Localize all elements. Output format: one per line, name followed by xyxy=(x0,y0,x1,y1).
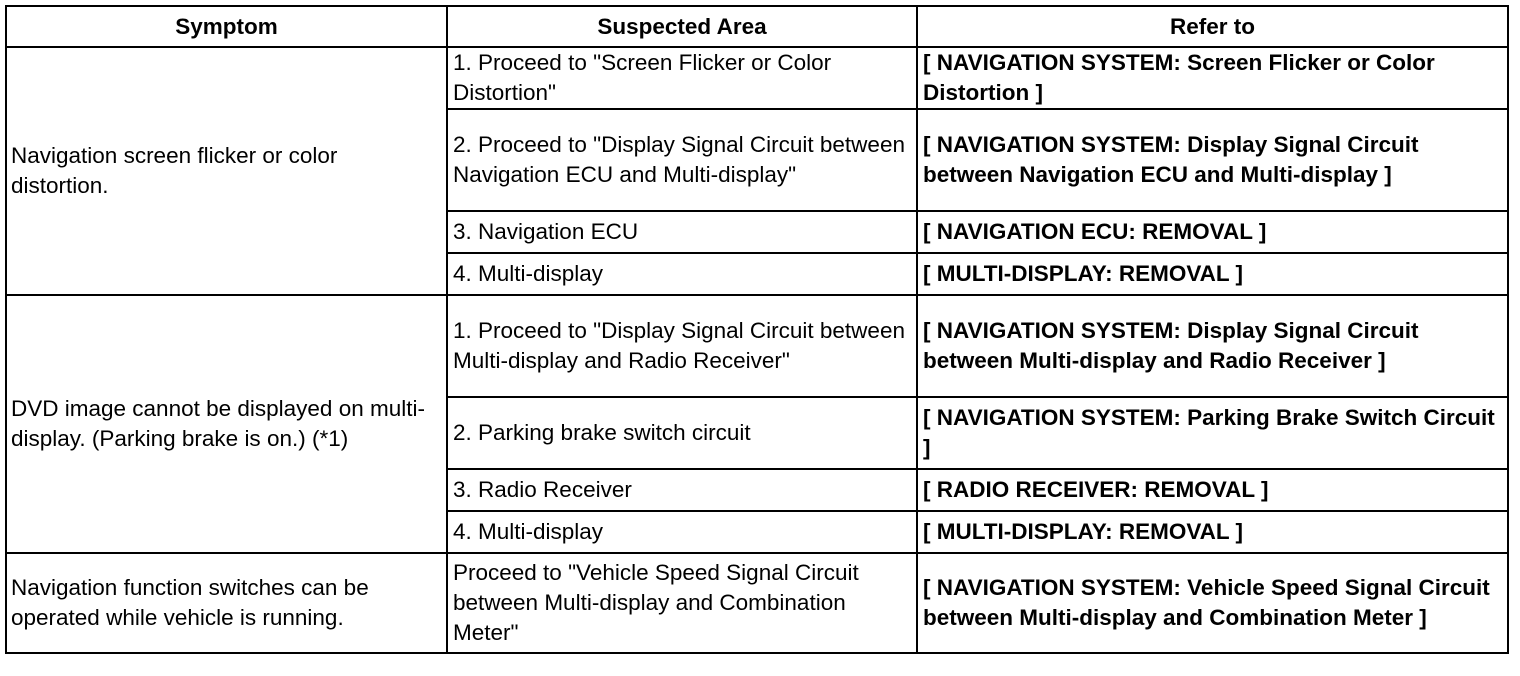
table-row xyxy=(6,553,1508,653)
header-refer-to: Refer to xyxy=(917,6,1508,47)
table-row xyxy=(6,295,1508,397)
suspected-area-cell: 3. Radio Receiver xyxy=(447,469,917,511)
symptom-cell: DVD image cannot be displayed on multi-display. (Parking brake is on.) (*1) xyxy=(6,295,447,553)
refer-to-link[interactable]: [ NAVIGATION SYSTEM: Vehicle Speed Signal Circuit between Multi-display and Combination Meter ] xyxy=(917,553,1508,653)
refer-to-link[interactable]: [ NAVIGATION SYSTEM: Screen Flicker or Color Distortion ] xyxy=(917,47,1508,109)
refer-to-link[interactable]: [ RADIO RECEIVER: REMOVAL ] xyxy=(917,469,1508,511)
header-suspected-area: Suspected Area xyxy=(447,6,917,47)
refer-to-link[interactable]: [ MULTI-DISPLAY: REMOVAL ] xyxy=(917,511,1508,553)
suspected-area-cell: Proceed to "Vehicle Speed Signal Circuit between Multi-display and Combination Meter" xyxy=(447,553,917,653)
suspected-area-cell: 2. Proceed to "Display Signal Circuit between Navigation ECU and Multi-display" xyxy=(447,109,917,211)
refer-to-link[interactable]: [ NAVIGATION ECU: REMOVAL ] xyxy=(917,211,1508,253)
refer-to-link[interactable]: [ MULTI-DISPLAY: REMOVAL ] xyxy=(917,253,1508,295)
troubleshooting-table xyxy=(5,5,1509,654)
refer-to-link[interactable]: [ NAVIGATION SYSTEM: Display Signal Circuit between Navigation ECU and Multi-display ] xyxy=(917,109,1508,211)
suspected-area-cell: 4. Multi-display xyxy=(447,253,917,295)
suspected-area-cell: 1. Proceed to "Screen Flicker or Color Distortion" xyxy=(447,47,917,109)
header-symptom: Symptom xyxy=(6,6,447,47)
header-row xyxy=(6,6,1508,47)
symptom-cell: Navigation function switches can be operated while vehicle is running. xyxy=(6,553,447,653)
suspected-area-cell: 4. Multi-display xyxy=(447,511,917,553)
suspected-area-cell: 2. Parking brake switch circuit xyxy=(447,397,917,469)
suspected-area-cell: 3. Navigation ECU xyxy=(447,211,917,253)
refer-to-link[interactable]: [ NAVIGATION SYSTEM: Display Signal Circuit between Multi-display and Radio Receiver ] xyxy=(917,295,1508,397)
suspected-area-cell: 1. Proceed to "Display Signal Circuit between Multi-display and Radio Receiver" xyxy=(447,295,917,397)
symptom-cell: Navigation screen flicker or color distortion. xyxy=(6,47,447,295)
table-row xyxy=(6,47,1508,109)
refer-to-link[interactable]: [ NAVIGATION SYSTEM: Parking Brake Switch Circuit ] xyxy=(917,397,1508,469)
